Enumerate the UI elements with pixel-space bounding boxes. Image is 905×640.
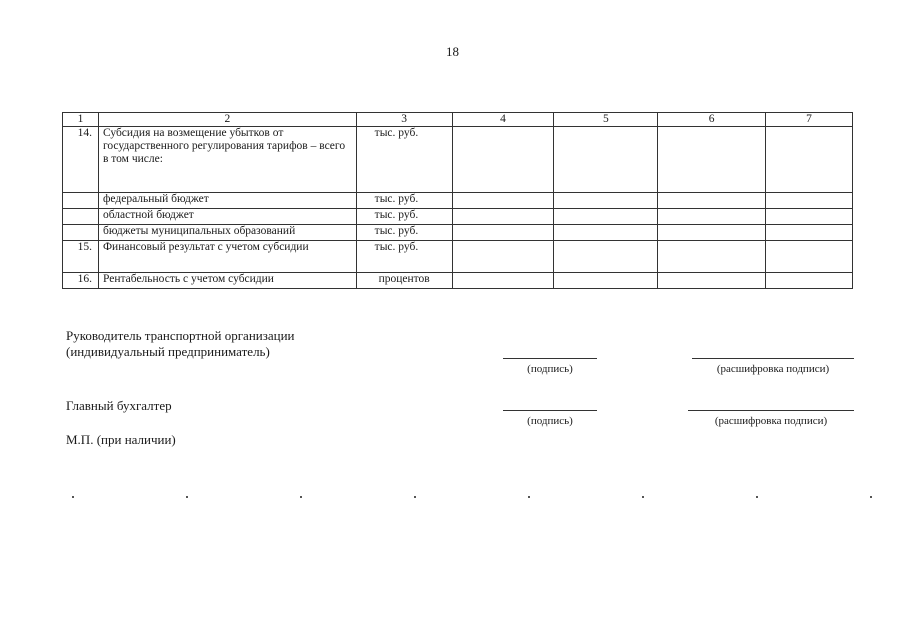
data-cell: [554, 241, 658, 273]
data-cell: [658, 127, 766, 193]
scan-speck: [870, 496, 872, 498]
row-name: Рентабельность с учетом субсидии: [98, 273, 356, 289]
row-name: Финансовый результат с учетом субсидии: [98, 241, 356, 273]
header-cell: 3: [356, 113, 452, 127]
accountant-decoding-caption: (расшифровка подписи): [714, 415, 828, 427]
row-number: [63, 209, 99, 225]
row-number: 15.: [63, 241, 99, 273]
row-unit: тыс. руб.: [356, 127, 452, 193]
scan-speck: [300, 496, 302, 498]
director-title: [66, 328, 295, 360]
header-cell: 4: [452, 113, 554, 127]
data-cell: [554, 127, 658, 193]
data-cell: [766, 241, 853, 273]
accountant-signature-line: [503, 410, 597, 411]
data-cell: [452, 225, 554, 241]
director-signature-line: [503, 358, 597, 359]
table-row: [63, 225, 853, 241]
table-row: [63, 193, 853, 209]
table-row: [63, 127, 853, 193]
row-unit: процентов: [356, 273, 452, 289]
data-cell: [554, 225, 658, 241]
row-number: 14.: [63, 127, 99, 193]
scan-speck: [186, 496, 188, 498]
data-cell: [766, 225, 853, 241]
row-name: федеральный бюджет: [98, 193, 356, 209]
row-unit: тыс. руб.: [356, 209, 452, 225]
data-cell: [766, 127, 853, 193]
data-cell: [658, 209, 766, 225]
accountant-decoding-line: [688, 410, 854, 411]
scan-speck: [642, 496, 644, 498]
header-cell: 5: [554, 113, 658, 127]
row-name: Субсидия на возмещение убытков от государственного регулирования тарифов – всего в том числе:: [98, 127, 356, 193]
stamp-label: М.П. (при наличии): [66, 432, 176, 447]
data-cell: [452, 127, 554, 193]
director-signature-caption: (подпись): [527, 363, 573, 375]
director-decoding-caption: (расшифровка подписи): [716, 363, 830, 375]
header-cell: 7: [766, 113, 853, 127]
row-number: 16.: [63, 273, 99, 289]
scan-speck: [756, 496, 758, 498]
header-cell: 2: [98, 113, 356, 127]
table-header-row: [63, 113, 853, 127]
data-cell: [452, 193, 554, 209]
data-cell: [658, 225, 766, 241]
table-row: [63, 209, 853, 225]
data-cell: [658, 193, 766, 209]
header-cell: 6: [658, 113, 766, 127]
data-cell: [452, 241, 554, 273]
data-cell: [766, 193, 853, 209]
data-cell: [658, 241, 766, 273]
row-number: [63, 193, 99, 209]
director-title-line: (индивидуальный предприниматель): [66, 344, 270, 359]
header-cell: 1: [63, 113, 99, 127]
data-cell: [766, 209, 853, 225]
scan-speck: [528, 496, 530, 498]
row-unit: тыс. руб.: [356, 193, 452, 209]
director-title-line: Руководитель транспортной организации: [66, 328, 295, 343]
table-row: [63, 273, 853, 289]
table-row: [63, 241, 853, 273]
scan-speck: [414, 496, 416, 498]
data-cell: [554, 193, 658, 209]
data-cell: [452, 273, 554, 289]
row-unit: тыс. руб.: [356, 241, 452, 273]
accountant-signature-caption: (подпись): [527, 415, 573, 427]
data-cell: [658, 273, 766, 289]
report-table: [62, 112, 853, 289]
scan-speck: [72, 496, 74, 498]
row-number: [63, 225, 99, 241]
page-number: 18: [446, 44, 459, 59]
data-cell: [766, 273, 853, 289]
row-name: бюджеты муниципальных образований: [98, 225, 356, 241]
accountant-title: Главный бухгалтер: [66, 398, 172, 413]
data-cell: [554, 273, 658, 289]
data-cell: [554, 209, 658, 225]
row-unit: тыс. руб.: [356, 225, 452, 241]
director-decoding-line: [692, 358, 854, 359]
data-cell: [452, 209, 554, 225]
row-name: областной бюджет: [98, 209, 356, 225]
